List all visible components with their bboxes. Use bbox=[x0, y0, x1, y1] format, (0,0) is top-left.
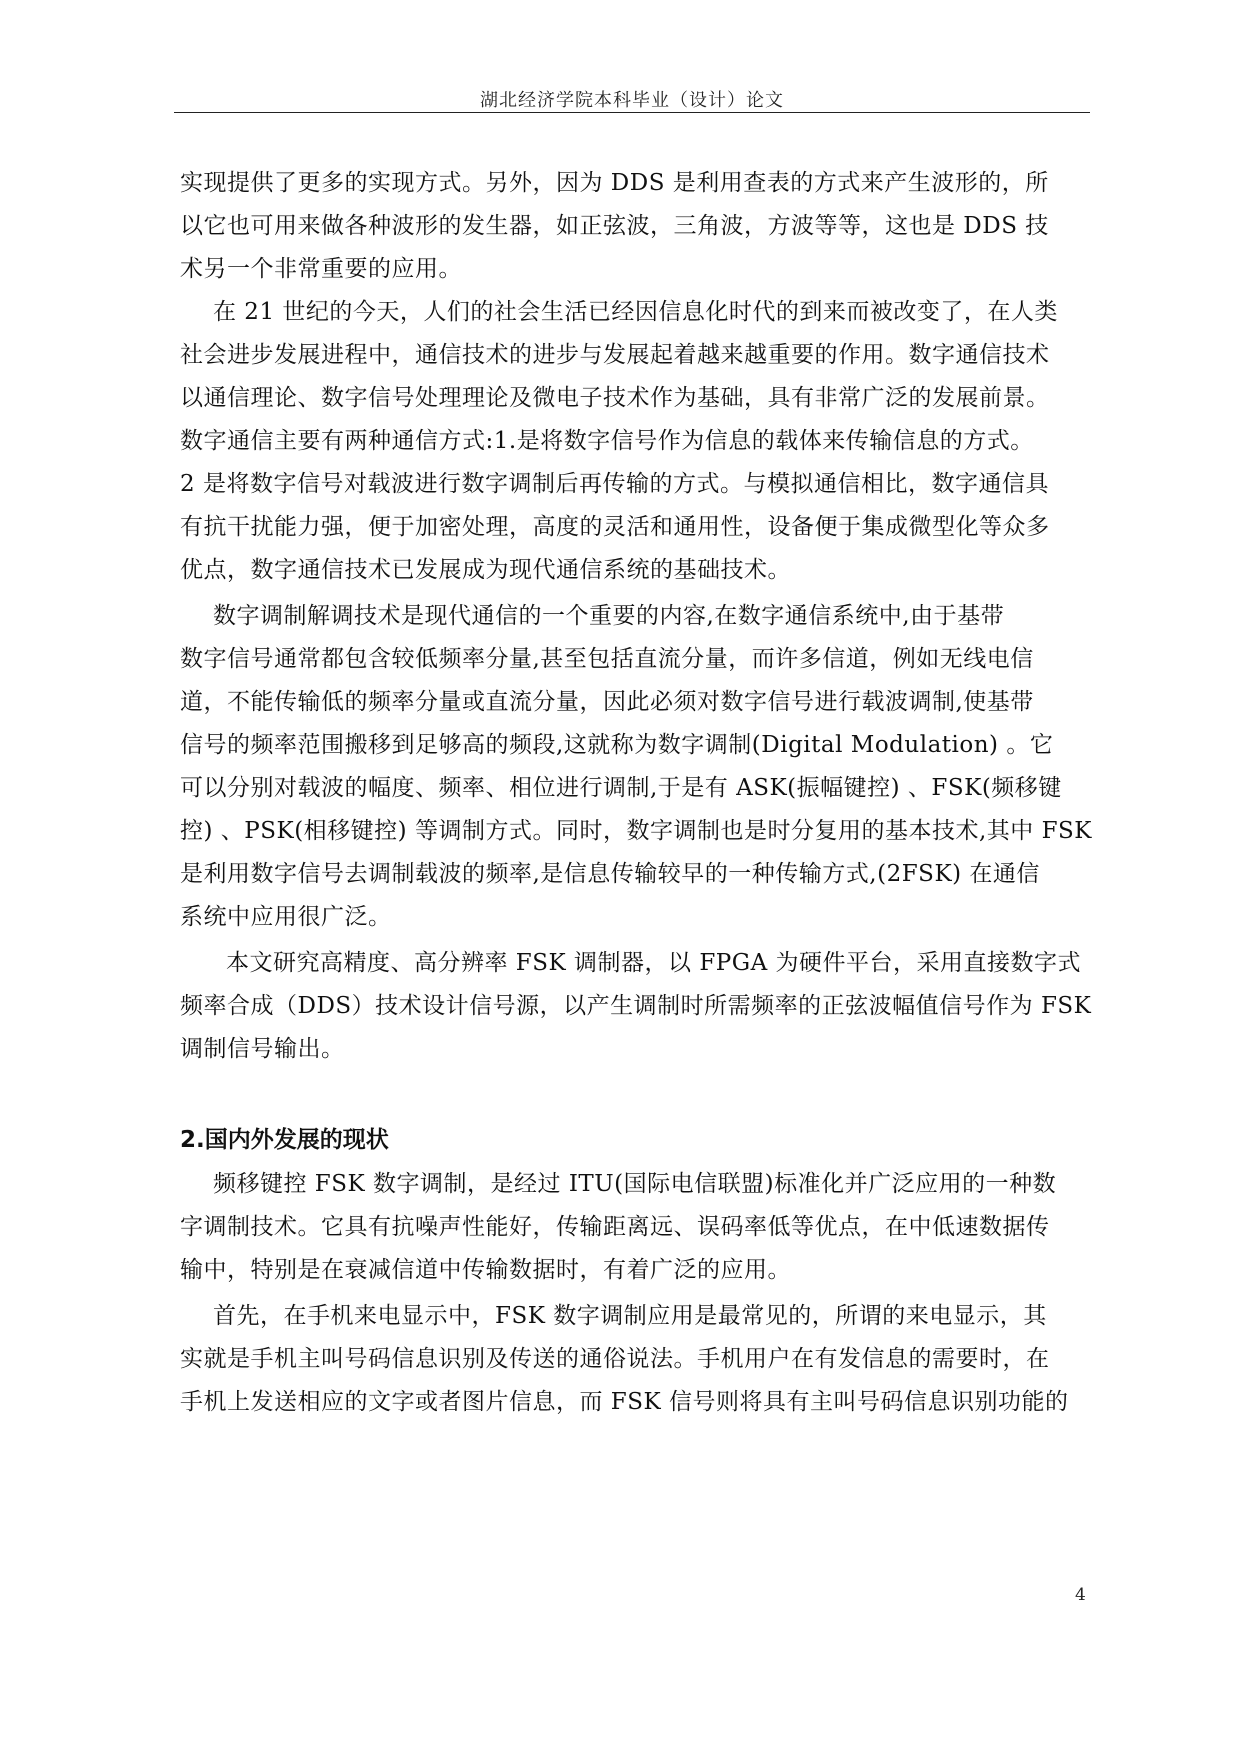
text-line: 控) 、PSK(相移键控) 等调制方式。同时，数字调制也是时分复用的基本技术,其中 FSK bbox=[180, 818, 1092, 844]
text-line: 信号的频率范围搬移到足够高的频段,这就称为数字调制(Digital Modulation) 。它 bbox=[180, 732, 1054, 758]
text-line: 道，不能传输低的频率分量或直流分量，因此必须对数字信号进行载波调制,使基带 bbox=[180, 689, 1034, 715]
text-line: 数字信号通常都包含较低频率分量,甚至包括直流分量，而许多信道，例如无线电信 bbox=[180, 646, 1034, 672]
text-line: 在 21 世纪的今天，人们的社会生活已经因信息化时代的到来而被改变了，在人类 bbox=[213, 299, 1058, 325]
section-heading: 2.国内外发展的现状 bbox=[180, 1127, 389, 1153]
text-line: 以它也可用来做各种波形的发生器，如正弦波，三角波，方波等等，这也是 DDS 技 bbox=[180, 213, 1049, 239]
text-line: 手机上发送相应的文字或者图片信息，而 FSK 信号则将具有主叫号码信息识别功能的 bbox=[180, 1389, 1069, 1415]
text-line: 数字通信主要有两种通信方式:1.是将数字信号作为信息的载体来传输信息的方式。 bbox=[180, 428, 1034, 454]
text-line: 术另一个非常重要的应用。 bbox=[180, 256, 462, 282]
text-line: 社会进步发展进程中，通信技术的进步与发展起着越来越重要的作用。数字通信技术 bbox=[180, 342, 1050, 368]
text-line: 实现提供了更多的实现方式。另外，因为 DDS 是利用查表的方式来产生波形的，所 bbox=[180, 170, 1049, 196]
page-number: 4 bbox=[1075, 1585, 1086, 1605]
text-line: 频移键控 FSK 数字调制，是经过 ITU(国际电信联盟)标准化并广泛应用的一种数 bbox=[213, 1171, 1057, 1197]
text-line: 字调制技术。它具有抗噪声性能好，传输距离远、误码率低等优点，在中低速数据传 bbox=[180, 1214, 1050, 1240]
text-line: 频率合成（DDS）技术设计信号源，以产生调制时所需频率的正弦波幅值信号作为 FSK bbox=[180, 993, 1092, 1019]
text-line: 系统中应用很广泛。 bbox=[180, 904, 392, 930]
text-line: 优点，数字通信技术已发展成为现代通信系统的基础技术。 bbox=[180, 557, 791, 583]
text-line: 是利用数字信号去调制载波的频率,是信息传输较早的一种传输方式,(2FSK) 在通信 bbox=[180, 861, 1040, 887]
text-line: 2 是将数字信号对载波进行数字调制后再传输的方式。与模拟通信相比，数字通信具 bbox=[180, 471, 1049, 497]
text-line: 输中，特别是在衰减信道中传输数据时，有着广泛的应用。 bbox=[180, 1257, 791, 1283]
text-line: 调制信号输出。 bbox=[180, 1036, 345, 1062]
text-line: 本文研究高精度、高分辨率 FSK 调制器，以 FPGA 为硬件平台，采用直接数字式 bbox=[226, 950, 1082, 976]
text-line: 可以分别对载波的幅度、频率、相位进行调制,于是有 ASK(振幅键控) 、FSK(频移键 bbox=[180, 775, 1062, 801]
text-line: 首先，在手机来电显示中，FSK 数字调制应用是最常见的，所谓的来电显示，其 bbox=[213, 1303, 1047, 1329]
running-header: 湖北经济学院本科毕业（设计）论文 bbox=[480, 90, 784, 111]
header-rule bbox=[174, 112, 1090, 113]
text-line: 以通信理论、数字信号处理理论及微电子技术作为基础，具有非常广泛的发展前景。 bbox=[180, 385, 1050, 411]
text-line: 数字调制解调技术是现代通信的一个重要的内容,在数字通信系统中,由于基带 bbox=[213, 603, 1005, 629]
text-line: 实就是手机主叫号码信息识别及传送的通俗说法。手机用户在有发信息的需要时，在 bbox=[180, 1346, 1050, 1372]
text-line: 有抗干扰能力强，便于加密处理，高度的灵活和通用性，设备便于集成微型化等众多 bbox=[180, 514, 1050, 540]
